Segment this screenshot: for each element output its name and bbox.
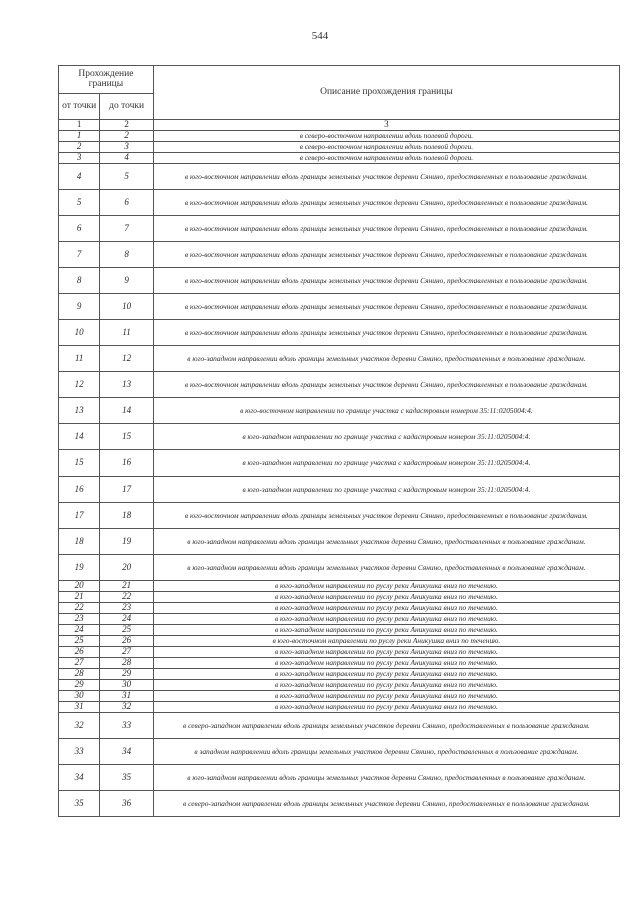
table-row — [59, 765, 620, 791]
row-description: в северо-западном направлении вдоль границы земельных участков деревни Сянино, предоставленных в пользование гражданам. — [153, 713, 619, 739]
point-from: 24 — [59, 625, 100, 636]
table-row — [59, 190, 620, 216]
table-row — [59, 555, 620, 581]
point-to: 32 — [100, 702, 153, 713]
table-row — [59, 603, 620, 614]
point-from: 13 — [59, 398, 100, 424]
row-description: в юго-восточном направлении вдоль границы земельных участков деревни Сянино, предоставленных в пользование гражданам. — [153, 164, 619, 190]
table-row — [59, 791, 620, 817]
point-to: 28 — [100, 658, 153, 669]
row-description: в юго-западном направлении по руслу реки Аникушка вниз по течению. — [153, 647, 619, 658]
point-from: 18 — [59, 529, 100, 555]
table-row — [59, 320, 620, 346]
column-number: 2 — [100, 120, 153, 131]
row-description: в северо-восточном направлении вдоль полевой дороги. — [153, 153, 619, 164]
point-to: 6 — [100, 190, 153, 216]
point-to: 3 — [100, 142, 153, 153]
row-description: в юго-западном направлении по границе участка с кадастровым номером 35:11:0205004:4. — [153, 477, 619, 503]
point-from: 2 — [59, 142, 100, 153]
point-to: 34 — [100, 739, 153, 765]
point-to: 10 — [100, 294, 153, 320]
row-description: в западном направлении вдоль границы земельных участков деревни Сянино, предоставленных в пользование гражданам. — [153, 739, 619, 765]
header-from: от точки — [59, 94, 100, 120]
table-row — [59, 625, 620, 636]
row-description: в северо-западном направлении вдоль границы земельных участков деревни Сянино, предоставленных в пользование гражданам. — [153, 791, 619, 817]
row-description: в северо-восточном направлении вдоль полевой дороги. — [153, 142, 619, 153]
header-description: Описание прохождения границы — [153, 66, 619, 120]
point-to: 30 — [100, 680, 153, 691]
point-from: 12 — [59, 372, 100, 398]
row-description: в юго-восточном направлении вдоль границы земельных участков деревни Сянино, предоставленных в пользование гражданам. — [153, 372, 619, 398]
row-description: в юго-западном направлении по руслу реки Аникушка вниз по течению. — [153, 592, 619, 603]
point-to: 8 — [100, 242, 153, 268]
point-from: 9 — [59, 294, 100, 320]
point-to: 18 — [100, 503, 153, 529]
row-description: в юго-западном направлении по руслу реки Аникушка вниз по течению. — [153, 658, 619, 669]
point-from: 20 — [59, 581, 100, 592]
point-from: 14 — [59, 424, 100, 450]
point-from: 22 — [59, 603, 100, 614]
row-description: в юго-западном направлении по руслу реки Аникушка вниз по течению. — [153, 625, 619, 636]
table-row — [59, 294, 620, 320]
point-from: 16 — [59, 477, 100, 503]
point-to: 20 — [100, 555, 153, 581]
row-description: в юго-восточном направлении вдоль границы земельных участков деревни Сянино, предоставленных в пользование гражданам. — [153, 216, 619, 242]
point-to: 9 — [100, 268, 153, 294]
table-row — [59, 614, 620, 625]
table-row — [59, 142, 620, 153]
point-from: 26 — [59, 647, 100, 658]
table-row — [59, 450, 620, 477]
row-description: в юго-западном направлении по границе участка с кадастровым номером 35:11:0205004:4. — [153, 424, 619, 450]
point-from: 5 — [59, 190, 100, 216]
point-to: 36 — [100, 791, 153, 817]
row-description: в юго-западном направлении по границе участка с кадастровым номером 35:11:0205004:4. — [153, 450, 619, 477]
table-row — [59, 592, 620, 603]
point-to: 33 — [100, 713, 153, 739]
point-to: 4 — [100, 153, 153, 164]
table-row — [59, 346, 620, 372]
row-description: в юго-восточном направлении вдоль границы земельных участков деревни Сянино, предоставленных в пользование гражданам. — [153, 294, 619, 320]
table-row — [59, 153, 620, 164]
row-description: в юго-западном направлении по руслу реки Аникушка вниз по течению. — [153, 702, 619, 713]
point-from: 10 — [59, 320, 100, 346]
point-to: 29 — [100, 669, 153, 680]
point-to: 5 — [100, 164, 153, 190]
table-row — [59, 669, 620, 680]
row-description: в юго-западном направлении вдоль границы земельных участков деревни Сянино, предоставленных в пользование гражданам. — [153, 529, 619, 555]
point-from: 27 — [59, 658, 100, 669]
table-row — [59, 702, 620, 713]
table-row — [59, 131, 620, 142]
point-to: 25 — [100, 625, 153, 636]
point-to: 23 — [100, 603, 153, 614]
point-from: 4 — [59, 164, 100, 190]
table-row — [59, 216, 620, 242]
point-to: 2 — [100, 131, 153, 142]
table-row — [59, 268, 620, 294]
point-from: 35 — [59, 791, 100, 817]
row-description: в юго-западном направлении вдоль границы земельных участков деревни Сянино, предоставленных в пользование гражданам. — [153, 765, 619, 791]
point-to: 35 — [100, 765, 153, 791]
row-description: в северо-восточном направлении вдоль полевой дороги. — [153, 131, 619, 142]
point-to: 17 — [100, 477, 153, 503]
point-from: 3 — [59, 153, 100, 164]
point-from: 19 — [59, 555, 100, 581]
point-from: 33 — [59, 739, 100, 765]
point-from: 31 — [59, 702, 100, 713]
point-to: 14 — [100, 398, 153, 424]
table-row — [59, 424, 620, 450]
page-number: 544 — [311, 30, 329, 42]
table-row — [59, 581, 620, 592]
point-to: 21 — [100, 581, 153, 592]
row-description: в юго-восточном направлении вдоль границы земельных участков деревни Сянино, предоставленных в пользование гражданам. — [153, 242, 619, 268]
table-row — [59, 529, 620, 555]
row-description: в юго-восточном направлении вдоль границы земельных участков деревни Сянино, предоставленных в пользование гражданам. — [153, 503, 619, 529]
row-description: в юго-западном направлении вдоль границы земельных участков деревни Сянино, предоставленных в пользование гражданам. — [153, 346, 619, 372]
point-to: 13 — [100, 372, 153, 398]
row-description: в юго-восточном направлении по руслу реки Аникушка вниз по течению. — [153, 636, 619, 647]
row-description: в юго-восточном направлении вдоль границы земельных участков деревни Сянино, предоставленных в пользование гражданам. — [153, 268, 619, 294]
table-row — [59, 398, 620, 424]
point-from: 17 — [59, 503, 100, 529]
header-passage: Прохождение границы — [59, 66, 154, 94]
column-number: 1 — [59, 120, 100, 131]
boundary-table — [58, 65, 620, 817]
row-description: в юго-западном направлении по руслу реки Аникушка вниз по течению. — [153, 581, 619, 592]
point-to: 7 — [100, 216, 153, 242]
table-row — [59, 647, 620, 658]
point-to: 16 — [100, 450, 153, 477]
table-row — [59, 242, 620, 268]
point-to: 22 — [100, 592, 153, 603]
row-description: в юго-западном направлении вдоль границы земельных участков деревни Сянино, предоставленных в пользование гражданам. — [153, 555, 619, 581]
point-from: 8 — [59, 268, 100, 294]
point-from: 23 — [59, 614, 100, 625]
table-row — [59, 713, 620, 739]
point-from: 29 — [59, 680, 100, 691]
table-row — [59, 372, 620, 398]
point-from: 32 — [59, 713, 100, 739]
point-from: 1 — [59, 131, 100, 142]
point-to: 27 — [100, 647, 153, 658]
point-from: 7 — [59, 242, 100, 268]
point-to: 15 — [100, 424, 153, 450]
point-from: 30 — [59, 691, 100, 702]
row-description: в юго-западном направлении по руслу реки Аникушка вниз по течению. — [153, 680, 619, 691]
point-to: 11 — [100, 320, 153, 346]
table-row — [59, 636, 620, 647]
point-from: 34 — [59, 765, 100, 791]
table-row — [59, 658, 620, 669]
point-from: 6 — [59, 216, 100, 242]
table-row — [59, 164, 620, 190]
row-description: в юго-восточном направлении вдоль границы земельных участков деревни Сянино, предоставленных в пользование гражданам. — [153, 190, 619, 216]
point-from: 25 — [59, 636, 100, 647]
point-from: 21 — [59, 592, 100, 603]
column-number: 3 — [153, 120, 619, 131]
point-from: 28 — [59, 669, 100, 680]
table-row — [59, 680, 620, 691]
row-description: в юго-западном направлении по руслу реки Аникушка вниз по течению. — [153, 669, 619, 680]
row-description: в юго-западном направлении по руслу реки Аникушка вниз по течению. — [153, 691, 619, 702]
table-row — [59, 503, 620, 529]
row-description: в юго-восточном направлении вдоль границы земельных участков деревни Сянино, предоставленных в пользование гражданам. — [153, 320, 619, 346]
header-to: до точки — [100, 94, 153, 120]
point-to: 26 — [100, 636, 153, 647]
table-row — [59, 739, 620, 765]
table-row — [59, 477, 620, 503]
point-from: 15 — [59, 450, 100, 477]
point-to: 12 — [100, 346, 153, 372]
point-from: 11 — [59, 346, 100, 372]
point-to: 24 — [100, 614, 153, 625]
row-description: в юго-западном направлении по руслу реки Аникушка вниз по течению. — [153, 614, 619, 625]
row-description: в юго-восточном направлении по границе участка с кадастровым номером 35:11:0205004:4. — [153, 398, 619, 424]
table-row — [59, 691, 620, 702]
point-to: 19 — [100, 529, 153, 555]
row-description: в юго-западном направлении по руслу реки Аникушка вниз по течению. — [153, 603, 619, 614]
point-to: 31 — [100, 691, 153, 702]
